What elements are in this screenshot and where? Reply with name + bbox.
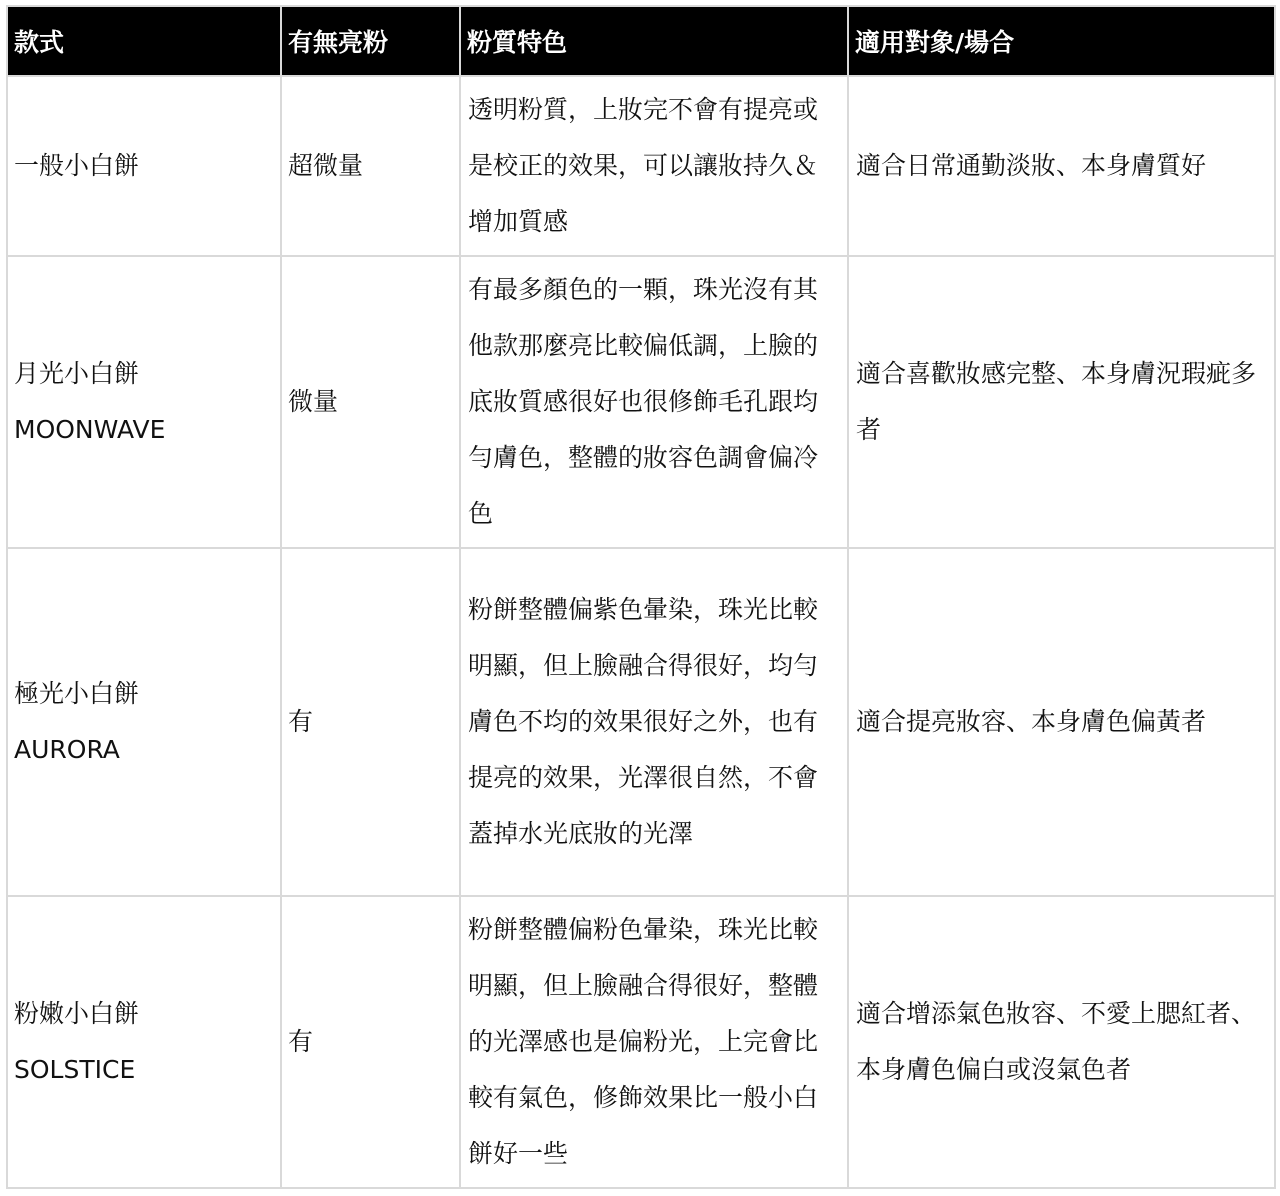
features-cell: 透明粉質，上妝完不會有提亮或是校正的效果，可以讓妝持久＆增加質感 xyxy=(460,76,848,256)
style-cell xyxy=(7,76,281,256)
style-english-name: SOLSTICE xyxy=(14,1055,136,1084)
table-header xyxy=(7,6,1275,76)
table-row xyxy=(7,896,1275,1188)
header-row xyxy=(7,6,1275,76)
style-english-name: MOONWAVE xyxy=(14,415,166,444)
style-english-name: AURORA xyxy=(14,735,120,764)
suitable-cell: 適合日常通勤淡妝、本身膚質好 xyxy=(848,76,1275,256)
glitter-cell: 有 xyxy=(281,896,460,1188)
style-name: 粉嫩小白餅 xyxy=(14,999,140,1028)
style-name: 月光小白餅 xyxy=(14,359,140,388)
header-suitable: 適用對象/場合 xyxy=(848,6,1275,76)
header-glitter: 有無亮粉 xyxy=(281,6,460,76)
table-row xyxy=(7,76,1275,256)
comparison-table-container xyxy=(6,5,1274,1189)
header-features: 粉質特色 xyxy=(460,6,848,76)
table-body xyxy=(7,76,1275,1188)
features-cell: 粉餅整體偏粉色暈染，珠光比較明顯，但上臉融合得很好，整體的光澤感也是偏粉光，上完會比較有氣色，修飾效果比一般小白餅好一些 xyxy=(460,896,848,1188)
glitter-cell: 有 xyxy=(281,548,460,896)
glitter-cell: 超微量 xyxy=(281,76,460,256)
style-cell xyxy=(7,548,281,896)
table-row xyxy=(7,548,1275,896)
table-row xyxy=(7,256,1275,548)
style-name: 一般小白餅 xyxy=(14,151,140,180)
comparison-table xyxy=(6,5,1276,1189)
features-cell: 有最多顏色的一顆，珠光沒有其他款那麼亮比較偏低調，上臉的底妝質感很好也很修飾毛孔跟均勻膚色，整體的妝容色調會偏冷色 xyxy=(460,256,848,548)
features-cell: 粉餅整體偏紫色暈染，珠光比較明顯，但上臉融合得很好，均勻膚色不均的效果很好之外，也有提亮的效果，光澤很自然，不會蓋掉水光底妝的光澤 xyxy=(460,548,848,896)
style-cell xyxy=(7,256,281,548)
suitable-cell: 適合喜歡妝感完整、本身膚況瑕疵多者 xyxy=(848,256,1275,548)
style-name: 極光小白餅 xyxy=(14,679,140,708)
header-style: 款式 xyxy=(7,6,281,76)
suitable-cell: 適合增添氣色妝容、不愛上腮紅者、本身膚色偏白或沒氣色者 xyxy=(848,896,1275,1188)
glitter-cell: 微量 xyxy=(281,256,460,548)
suitable-cell: 適合提亮妝容、本身膚色偏黃者 xyxy=(848,548,1275,896)
style-cell xyxy=(7,896,281,1188)
